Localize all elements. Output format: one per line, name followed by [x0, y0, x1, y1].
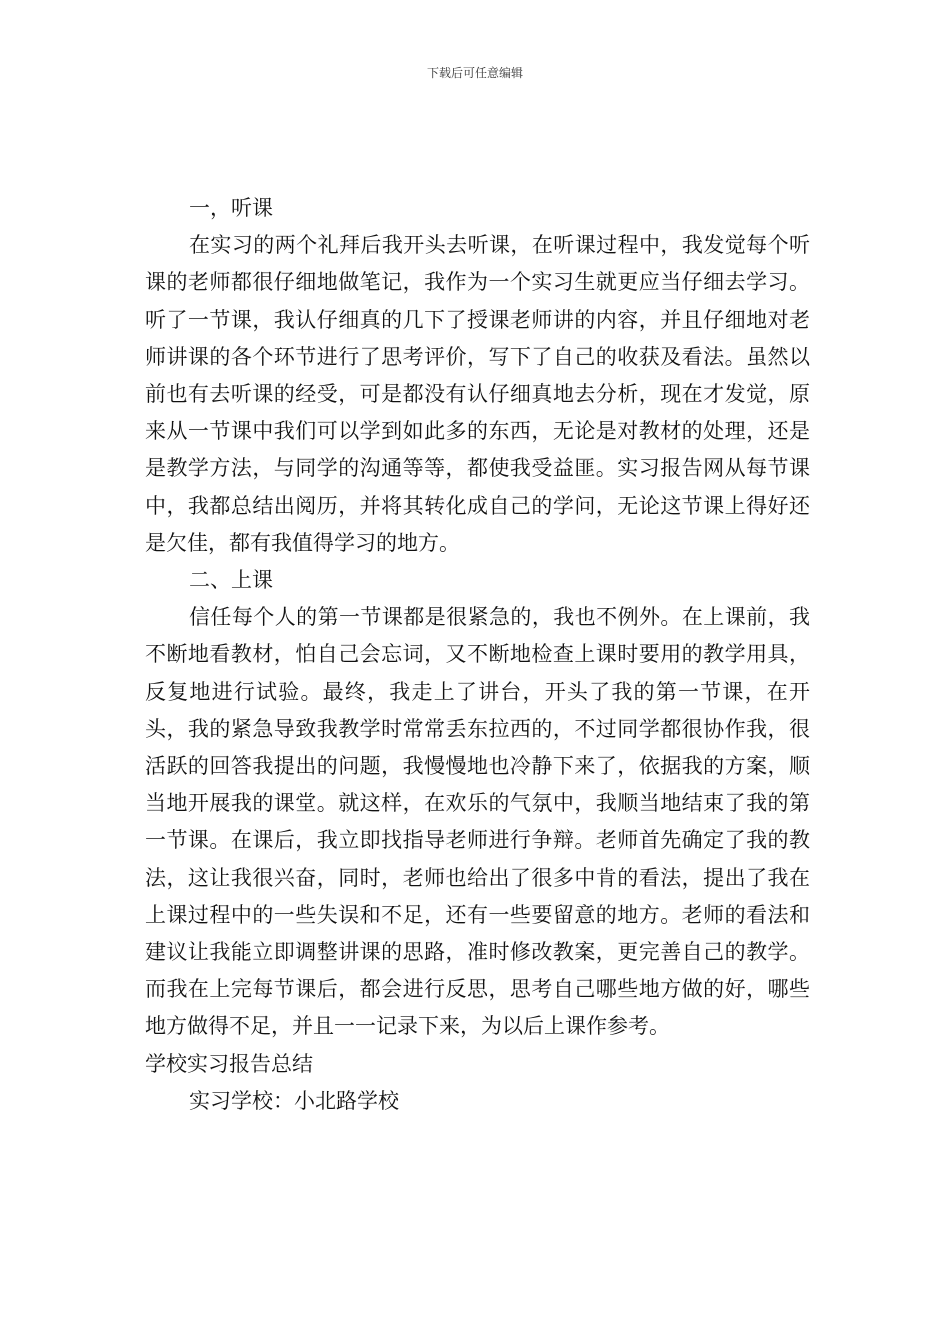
school-line: 实习学校：小北路学校	[189, 1088, 399, 1113]
section-heading-listening: 一，听课	[189, 196, 273, 220]
report-title: 学校实习报告总结	[145, 1051, 313, 1076]
document-body	[145, 190, 810, 1120]
section-heading-teaching: 二、上课	[189, 568, 273, 593]
section-paragraph-teaching: 信任每个人的第一节课都是很紧急的，我也不例外。在上课前，我不断地看教材，怕自己会忘词，又不断地检查上课时要用的教学用具，反复地进行试验。最终，我走上了讲台，开头了我的第一节课，在开头，我的紧急导致我教学时常常丢东拉西的，不过同学都很协作我，很活跃的回答我提出的问题，我慢慢地也冷静下来了，依据我的方案，顺当地开展我的课堂。就这样，在欢乐的气氛中，我顺当地结束了我的第一节课。在课后，我立即找指导老师进行争辩。老师首先确定了我的教法，这让我很兴奋，同时，老师也给出了很多中肯的看法，提出了我在上课过程中的一些失误和不足，还有一些要留意的地方。老师的看法和建议让我能立即调整讲课的思路，准时修改教案，更完善自己的教学。而我在上完每节课后，都会进行反思，思考自己哪些地方做的好，哪些地方做得不足，并且一一记录下来，为以后上课作参考。	[145, 605, 810, 1039]
page-header-note: 下载后可任意编辑	[426, 66, 523, 80]
section-paragraph-listening: 在实习的两个礼拜后我开头去听课，在听课过程中，我发觉每个听课的老师都很仔细地做笔记，我作为一个实习生就更应当仔细去学习。听了一节课，我认仔细真的几下了授课老师讲的内容，并且仔细地对老师讲课的各个环节进行了思考评价，写下了自己的收获及看法。虽然以前也有去听课的经受，可是都没有认仔细真地去分析，现在才发觉，原来从一节课中我们可以学到如此多的东西，无论是对教材的处理，还是是教学方法，与同学的沟通等等，都使我受益匪。实习报告网从每节课中，我都总结出阅历，并将其转化成自己的学问，无论这节课上得好还是欠佳，都有我值得学习的地方。	[145, 233, 810, 555]
